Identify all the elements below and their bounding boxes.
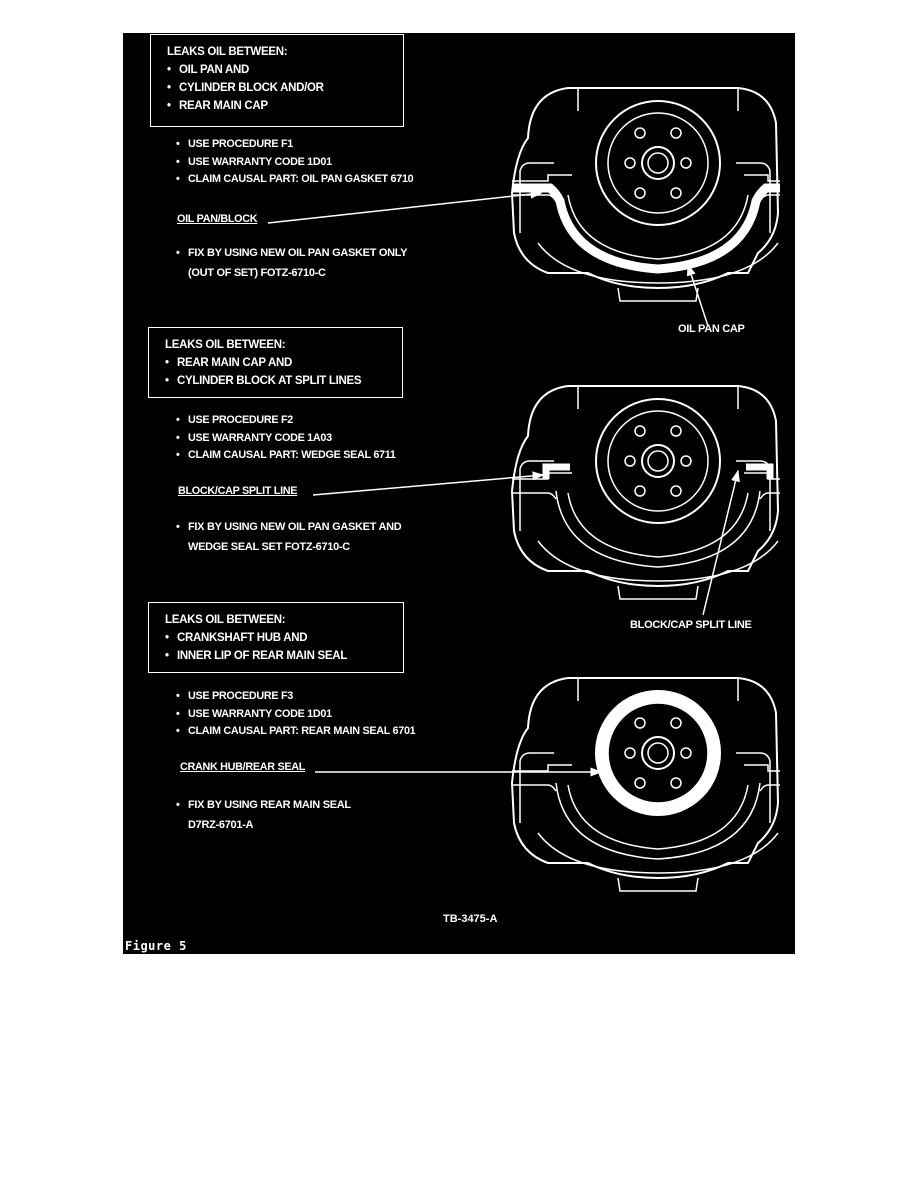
box-title: LEAKS OIL BETWEEN: bbox=[165, 614, 286, 626]
box-item: • CYLINDER BLOCK AT SPLIT LINES bbox=[165, 372, 390, 390]
instruction-item: • CLAIM CAUSAL PART: OIL PAN GASKET 6710 bbox=[176, 171, 413, 189]
instruction-list-2 bbox=[176, 412, 396, 465]
instruction-item: • CLAIM CAUSAL PART: WEDGE SEAL 6711 bbox=[176, 447, 396, 465]
figure-caption: Figure 5 bbox=[125, 939, 187, 953]
instruction-item: • USE PROCEDURE F3 bbox=[176, 688, 415, 706]
location-label-block-cap-split: BLOCK/CAP SPLIT LINE bbox=[178, 485, 298, 497]
instruction-item: • USE WARRANTY CODE 1A03 bbox=[176, 430, 396, 448]
box-title: LEAKS OIL BETWEEN: bbox=[165, 339, 286, 351]
box-item: • OIL PAN AND bbox=[167, 61, 391, 79]
instruction-item: • USE PROCEDURE F2 bbox=[176, 412, 396, 430]
leak-box-1 bbox=[150, 34, 404, 127]
box-item: • REAR MAIN CAP AND bbox=[165, 354, 390, 372]
box-item: • CYLINDER BLOCK AND/OR bbox=[167, 79, 391, 97]
box-item: • CRANKSHAFT HUB AND bbox=[165, 629, 391, 647]
instruction-item: • USE WARRANTY CODE 1D01 bbox=[176, 154, 413, 172]
fix-block-2 bbox=[176, 517, 401, 557]
instruction-item: • CLAIM CAUSAL PART: REAR MAIN SEAL 6701 bbox=[176, 723, 415, 741]
callout-block-cap-split-line: BLOCK/CAP SPLIT LINE bbox=[630, 619, 752, 631]
fix-line: WEDGE SEAL SET FOTZ-6710-C bbox=[188, 541, 350, 553]
fix-block-1 bbox=[176, 243, 407, 283]
engine-diagram-oil-pan bbox=[512, 88, 780, 301]
callout-oil-pan-cap: OIL PAN CAP bbox=[678, 323, 745, 335]
location-label-oil-pan-block: OIL PAN/BLOCK bbox=[177, 213, 258, 225]
fix-line: • FIX BY USING REAR MAIN SEAL bbox=[176, 795, 351, 815]
box-title: LEAKS OIL BETWEEN: bbox=[167, 46, 288, 58]
instruction-list-3 bbox=[176, 688, 415, 741]
engine-diagram-rear-seal bbox=[512, 678, 780, 891]
fix-block-3 bbox=[176, 795, 351, 835]
leader-block-cap-split bbox=[313, 475, 543, 495]
box-item: • INNER LIP OF REAR MAIN SEAL bbox=[165, 647, 391, 665]
leak-box-2 bbox=[148, 327, 403, 398]
instruction-item: • USE WARRANTY CODE 1D01 bbox=[176, 706, 415, 724]
fix-line: • FIX BY USING NEW OIL PAN GASKET ONLY bbox=[176, 243, 407, 263]
figure-panel bbox=[123, 33, 795, 954]
instruction-item: • USE PROCEDURE F1 bbox=[176, 136, 413, 154]
leak-box-3 bbox=[148, 602, 404, 673]
fix-line: (OUT OF SET) FOTZ-6710-C bbox=[188, 267, 326, 279]
leader-oil-pan-cap bbox=[688, 265, 708, 326]
engine-diagram-split-line bbox=[512, 386, 780, 599]
instruction-list-1 bbox=[176, 136, 413, 189]
leader-oil-pan-block bbox=[268, 193, 541, 223]
figure-code: TB-3475-A bbox=[443, 913, 498, 925]
box-item: • REAR MAIN CAP bbox=[167, 97, 391, 115]
location-label-crank-hub-rear-seal: CRANK HUB/REAR SEAL bbox=[180, 761, 306, 773]
fix-line: • FIX BY USING NEW OIL PAN GASKET AND bbox=[176, 517, 401, 537]
fix-line: D7RZ-6701-A bbox=[188, 819, 254, 831]
